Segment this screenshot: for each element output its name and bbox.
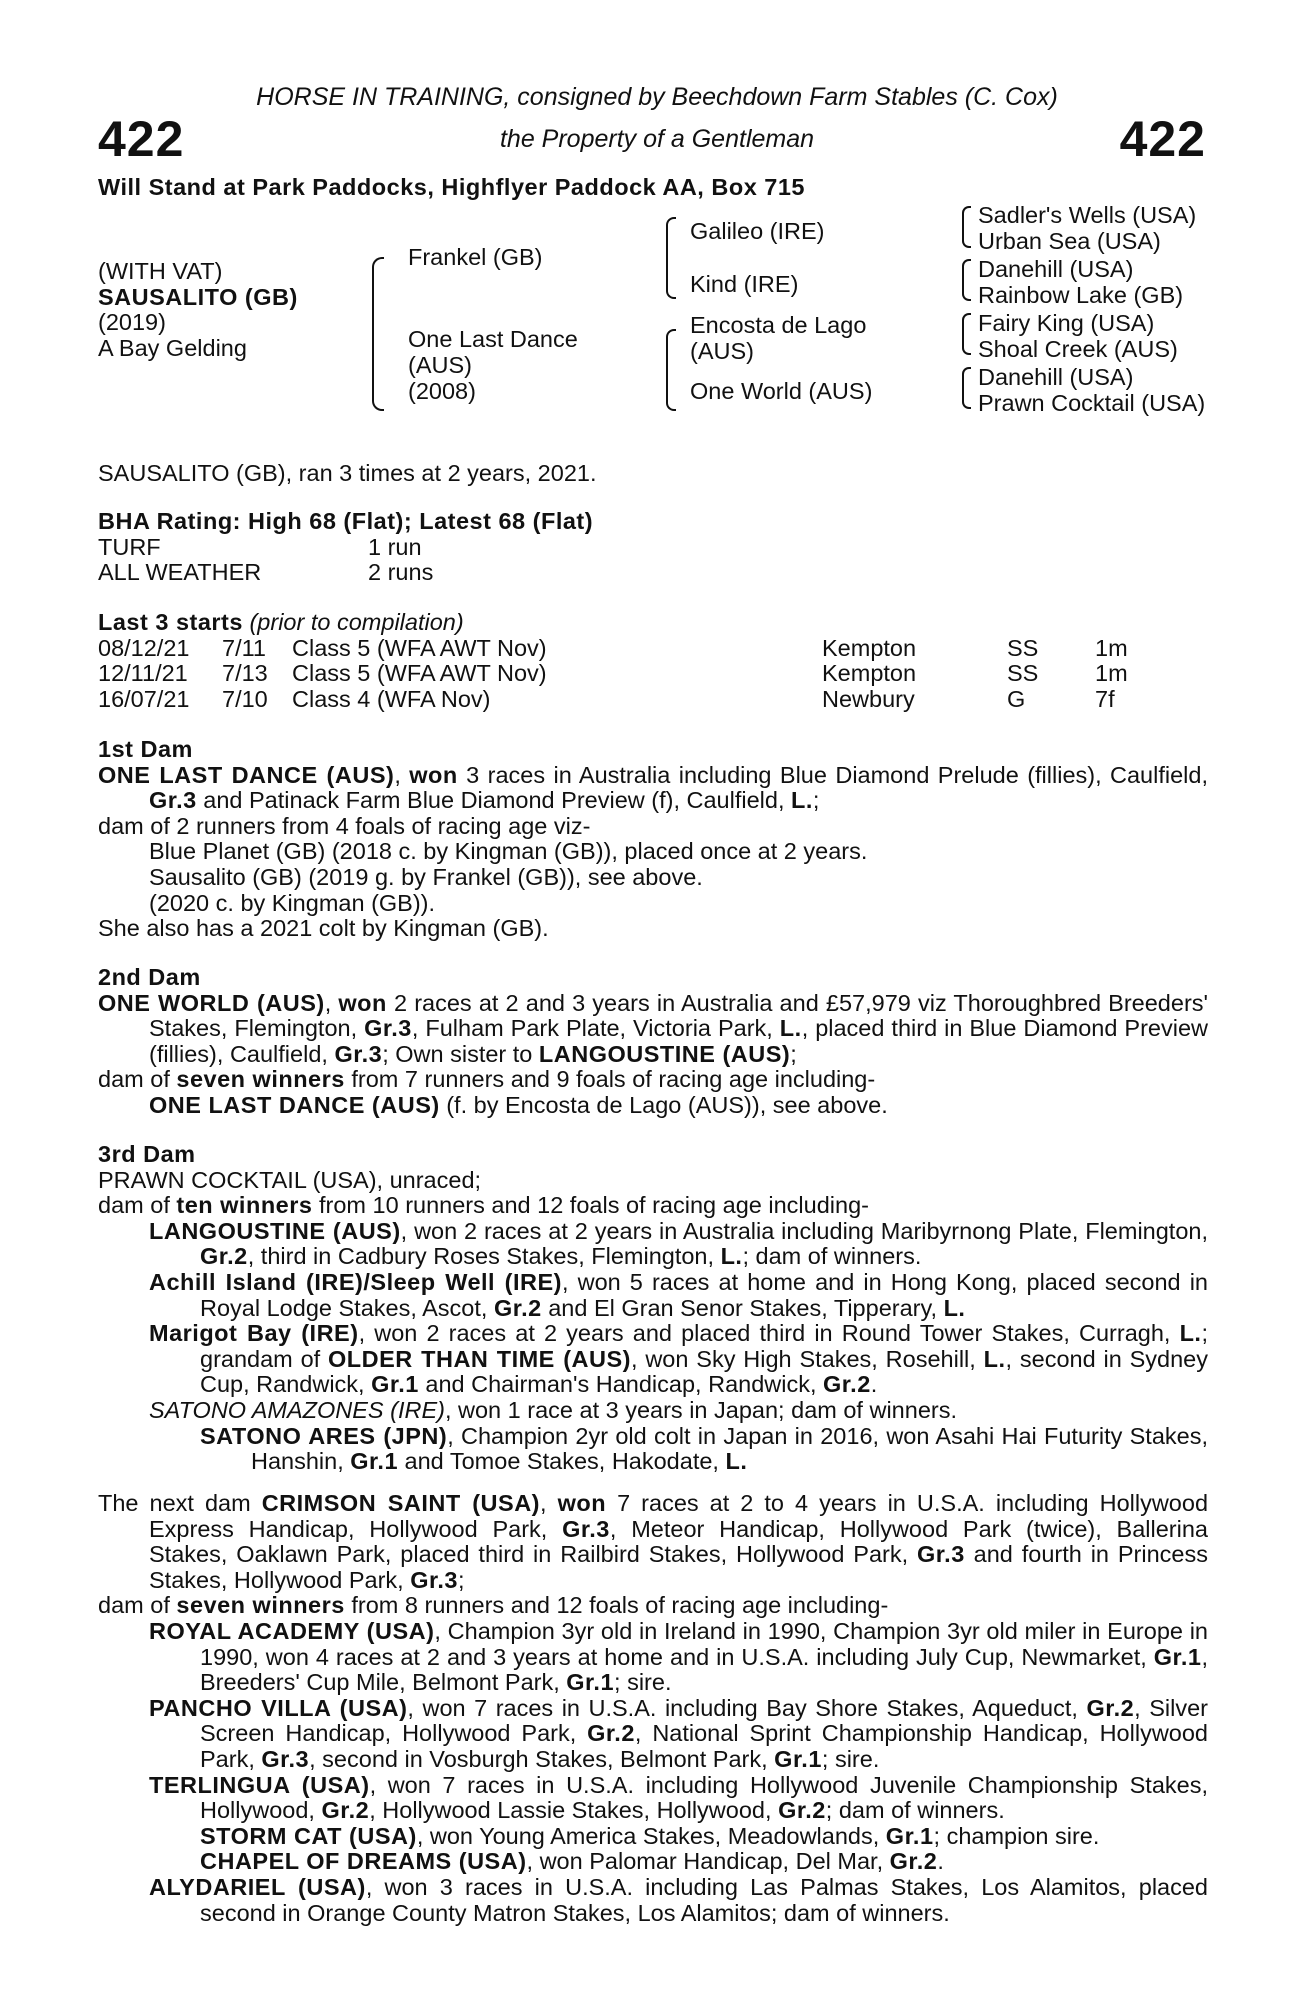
start-going: G: [1007, 685, 1026, 712]
progeny-intro: dam of 2 runners from 4 foals of racing age viz-: [98, 812, 591, 839]
progeny-item: ALYDARIEL (USA), won 3 races in U.S.A. including Las Palmas Stakes, Los Alamitos, placed second in Orange County Matron Stakes, Los Alamitos; dam of winners.: [149, 1873, 1208, 1926]
runs: 2 runs: [368, 559, 434, 586]
start-going: SS: [1007, 660, 1039, 687]
progeny-item: ONE LAST DANCE (AUS) (f. by Encosta de Lago (AUS)), see above.: [149, 1091, 888, 1118]
dam-dam-dam: Prawn Cocktail (USA): [978, 390, 1206, 416]
dam-name: ONE WORLD (AUS): [98, 989, 325, 1016]
second-dam-record: ONE WORLD (AUS), won 2 races at 2 and 3 years in Australia and £57,979 viz Thoroughbred Breeders' Stakes, Flemington, Gr.3, Fulham Park Plate, Victoria Park, L., placed third in Blue Diamond Preview (fillies), Caulfield, Gr.3; Own sister to LANGOUSTINE (AUS);: [98, 989, 1209, 1067]
brace-gen3-2: [962, 259, 971, 301]
sire-sire-sire: Sadler's Wells (USA): [978, 202, 1197, 228]
progeny-item: PANCHO VILLA (USA), won 7 races in U.S.A. including Bay Shore Stakes, Aqueduct, Gr.2, Silver Screen Handicap, Hollywood Park, Gr.2, National Sprint Championship Handicap, Hollywood Park, Gr.3, second in Vosburgh Stakes, Belmont Park, Gr.1; sire.: [149, 1694, 1208, 1772]
brace-gen1: [372, 257, 384, 411]
race-summary: SAUSALITO (GB), ran 3 times at 2 years, 2021.: [98, 460, 597, 486]
sire: Frankel (GB): [408, 244, 543, 270]
progeny-item: TERLINGUA (USA), won 7 races in U.S.A. including Hollywood Juvenile Championship Stakes, Hollywood, Gr.2, Hollywood Lassie Stakes, Hollywood, Gr.2; dam of winners.: [149, 1771, 1208, 1824]
first-dam-record: ONE LAST DANCE (AUS), won 3 races in Australia including Blue Diamond Prelude (fillies), Caulfield, Gr.3 and Patinack Farm Blue Diamond Preview (f), Caulfield, L.;: [98, 761, 1208, 814]
dam-name: ONE LAST DANCE (AUS): [98, 761, 395, 788]
brace-gen3-3: [962, 313, 971, 355]
horse-info: [98, 259, 298, 361]
start-course: Newbury: [822, 685, 915, 712]
start-race: Class 5 (WFA AWT Nov): [292, 634, 547, 661]
rating-block: [98, 509, 593, 586]
brace-sire: [666, 217, 676, 299]
section-title: 3rd Dam: [98, 1141, 196, 1167]
surface: ALL WEATHER: [98, 559, 262, 586]
stand-location: Will Stand at Park Paddocks, Highflyer Paddock AA, Box 715: [98, 174, 806, 200]
progeny-item: SATONO ARES (JPN), Champion 2yr old colt in Japan in 2016, won Asahi Hai Futurity Stakes, Hanshin, Gr.1 and Tomoe Stakes, Hakodate, L.: [200, 1422, 1209, 1475]
last-starts: [98, 610, 1155, 712]
start-distance: 7f: [1095, 685, 1115, 712]
last-starts-title: Last 3 starts: [98, 609, 243, 635]
rating-row: [98, 560, 593, 586]
start-row: [98, 661, 1155, 687]
dam-sire-line-2: (AUS): [690, 338, 754, 364]
next-dam-record: The next dam CRIMSON SAINT (USA), won 7 races at 2 to 4 years in U.S.A. including Hollywood Express Handicap, Hollywood Park, Gr.3, Meteor Handicap, Hollywood Park (twice), Ballerina Stakes, Oaklawn Park, placed third in Railbird Stakes, Hollywood Park, Gr.3 and fourth in Princess Stakes, Hollywood Park, Gr.3;: [98, 1490, 1209, 1593]
start-position: 7/11: [222, 634, 266, 661]
second-dam-section: [98, 965, 1208, 1119]
start-course: Kempton: [822, 660, 917, 687]
start-date: 08/12/21: [98, 634, 190, 661]
start-race: Class 4 (WFA Nov): [292, 685, 491, 712]
progeny-item: Achill Island (IRE)/Sleep Well (IRE), won 5 races at home and in Hong Kong, placed second in Royal Lodge Stakes, Ascot, Gr.2 and El Gran Senor Stakes, Tipperary, L.: [149, 1268, 1208, 1321]
start-date: 16/07/21: [98, 685, 190, 712]
third-dam-intro: PRAWN COCKTAIL (USA), unraced;: [98, 1166, 482, 1193]
start-distance: 1m: [1095, 660, 1128, 687]
dam-sire-line-1: Encosta de Lago: [690, 312, 867, 338]
start-position: 7/13: [222, 660, 268, 687]
section-title: 2nd Dam: [98, 964, 201, 990]
brace-dam: [666, 329, 676, 411]
rating-row: [98, 535, 593, 561]
progeny-item: LANGOUSTINE (AUS), won 2 races at 2 years in Australia including Maribyrnong Plate, Flemington, Gr.2, third in Cadbury Roses Stakes, Flemington, L.; dam of winners.: [149, 1217, 1209, 1270]
won-label: won: [409, 761, 458, 788]
sire-dam-sire: Danehill (USA): [978, 256, 1134, 282]
progeny-footer: She also has a 2021 colt by Kingman (GB).: [98, 915, 549, 942]
dam-line-1: One Last Dance: [408, 326, 578, 352]
horse-year: (2019): [98, 309, 166, 336]
dam-of-line: dam of seven winners from 7 runners and 9 foals of racing age including-: [98, 1066, 876, 1093]
start-row: [98, 636, 1155, 662]
section-title: 1st Dam: [98, 736, 193, 762]
last-starts-note: (prior to compilation): [249, 609, 464, 635]
vat-label: (WITH VAT): [98, 258, 223, 284]
horse-description: A Bay Gelding: [98, 334, 247, 361]
start-course: Kempton: [822, 634, 917, 661]
start-going: SS: [1007, 634, 1039, 661]
first-dam-section: [98, 737, 1208, 942]
rating-title: BHA Rating: High 68 (Flat); Latest 68 (Flat): [98, 508, 594, 534]
brace-gen3-4: [962, 367, 971, 409]
sire-dam: Kind (IRE): [690, 271, 799, 297]
progeny-item: STORM CAT (USA), won Young America Stakes, Meadowlands, Gr.1; champion sire.: [200, 1822, 1100, 1849]
dam-sire-sire: Fairy King (USA): [978, 310, 1155, 336]
dam-line-3: (2008): [408, 378, 476, 404]
progeny-item: Sausalito (GB) (2019 g. by Frankel (GB)), see above.: [149, 863, 703, 890]
third-dam-section: [98, 1142, 1208, 1475]
dam-line-2: (AUS): [408, 352, 472, 378]
property-line: the Property of a Gentleman: [499, 125, 815, 153]
sire-dam-dam: Rainbow Lake (GB): [978, 282, 1184, 308]
start-distance: 1m: [1095, 634, 1128, 661]
brace-gen3-1: [962, 206, 971, 248]
runs: 1 run: [368, 533, 422, 560]
progeny-item: SATONO AMAZONES (IRE), won 1 race at 3 years in Japan; dam of winners.: [149, 1396, 957, 1423]
dam-sire-dam: Shoal Creek (AUS): [978, 336, 1178, 362]
sire-sire: Galileo (IRE): [690, 218, 825, 244]
horse-name: SAUSALITO (GB): [98, 283, 298, 310]
next-dam-section: [98, 1491, 1208, 1926]
progeny-item: (2020 c. by Kingman (GB)).: [149, 889, 436, 916]
dam-of-line: dam of seven winners from 8 runners and 12 foals of racing age including-: [98, 1592, 889, 1619]
start-date: 12/11/21: [98, 660, 188, 687]
start-row: [98, 687, 1155, 713]
progeny-item: CHAPEL OF DREAMS (USA), won Palomar Handicap, Del Mar, Gr.2.: [200, 1848, 944, 1875]
surface: TURF: [98, 533, 161, 560]
progeny-item: ROYAL ACADEMY (USA), Champion 3yr old in Ireland in 1990, Champion 3yr old miler in Europe in 1990, won 4 races at 2 and 3 years at home and in U.S.A. including July Cup, Newmarket, Gr.1, Breeders' Cup Mile, Belmont Park, Gr.1; sire.: [149, 1617, 1208, 1696]
lot-number-right: 422: [1119, 111, 1206, 167]
sire-sire-dam: Urban Sea (USA): [978, 228, 1161, 254]
start-position: 7/10: [222, 685, 268, 712]
dam-of-line: dam of ten winners from 10 runners and 12 foals of racing age including-: [98, 1192, 869, 1219]
lot-number-left: 422: [98, 111, 185, 167]
progeny-item: Marigot Bay (IRE), won 2 races at 2 years and placed third in Round Tower Stakes, Curragh, L.; grandam of OLDER THAN TIME (AUS), won Sky High Stakes, Rosehill, L., second in Sydney Cup, Randwick, Gr.1 and Chairman's Handicap, Randwick, Gr.2.: [149, 1320, 1209, 1398]
progeny-item: Blue Planet (GB) (2018 c. by Kingman (GB)), placed once at 2 years.: [149, 838, 868, 865]
start-race: Class 5 (WFA AWT Nov): [292, 660, 547, 687]
consignment-line: HORSE IN TRAINING, consigned by Beechdown Farm Stables (C. Cox): [256, 83, 1058, 111]
dam-dam: One World (AUS): [690, 378, 873, 404]
dam-dam-sire: Danehill (USA): [978, 364, 1134, 390]
